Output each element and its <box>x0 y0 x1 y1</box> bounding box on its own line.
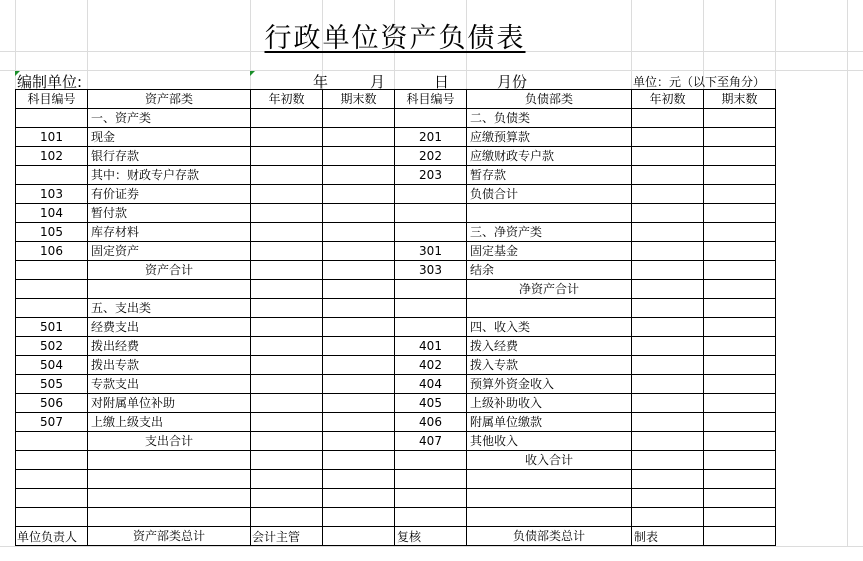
asset-name-cell[interactable]: 对附属单位补助 <box>88 394 251 413</box>
asset-code-cell[interactable] <box>16 489 88 508</box>
liability-opening-cell[interactable] <box>632 147 704 166</box>
liability-closing-cell[interactable] <box>704 318 776 337</box>
liability-code-cell[interactable] <box>395 223 467 242</box>
column-header[interactable]: 期末数 <box>704 90 776 109</box>
asset-name-cell[interactable]: 专款支出 <box>88 375 251 394</box>
table-header-row <box>16 90 776 109</box>
asset-name-cell[interactable]: 支出合计 <box>88 432 251 451</box>
liability-opening-cell[interactable] <box>632 299 704 318</box>
table-row <box>16 375 776 394</box>
asset-code-cell[interactable]: 101 <box>16 128 88 147</box>
column-header[interactable]: 年初数 <box>632 90 704 109</box>
asset-code-cell[interactable]: 505 <box>16 375 88 394</box>
table-row <box>16 413 776 432</box>
liability-code-cell[interactable] <box>395 204 467 223</box>
asset-closing-cell[interactable] <box>323 299 395 318</box>
liability-name-cell[interactable]: 附属单位缴款 <box>467 413 632 432</box>
footer-unit-head[interactable]: 单位负责人 <box>17 530 78 544</box>
liability-code-cell[interactable] <box>395 318 467 337</box>
liability-opening-cell[interactable] <box>632 185 704 204</box>
asset-name-cell[interactable]: 资产部类总计 <box>88 527 251 546</box>
liability-code-cell[interactable]: 203 <box>395 166 467 185</box>
asset-code-cell[interactable]: 506 <box>16 394 88 413</box>
liability-closing-cell[interactable] <box>704 451 776 470</box>
table-row <box>16 489 776 508</box>
liability-opening-cell[interactable] <box>632 432 704 451</box>
asset-opening-cell[interactable] <box>251 394 323 413</box>
day-label[interactable]: 日 <box>434 73 450 91</box>
liability-opening-cell[interactable] <box>632 109 704 128</box>
asset-opening-cell[interactable] <box>251 318 323 337</box>
liability-name-cell[interactable]: 四、收入类 <box>467 318 632 337</box>
column-header[interactable]: 期末数 <box>323 90 395 109</box>
asset-closing-cell[interactable] <box>323 375 395 394</box>
asset-name-cell[interactable]: 固定资产 <box>88 242 251 261</box>
liability-name-cell[interactable]: 二、负债类 <box>467 109 632 128</box>
asset-code-cell[interactable] <box>16 470 88 489</box>
liability-closing-cell[interactable] <box>704 128 776 147</box>
asset-name-cell[interactable] <box>88 508 251 527</box>
sheet-title-text: 行政单位资产负债表 <box>264 23 526 54</box>
liability-closing-cell[interactable] <box>704 109 776 128</box>
asset-opening-cell[interactable] <box>251 280 323 299</box>
table-row <box>16 508 776 527</box>
liability-code-cell[interactable] <box>395 280 467 299</box>
asset-opening-cell[interactable] <box>251 375 323 394</box>
asset-name-cell[interactable]: 五、支出类 <box>88 299 251 318</box>
liability-closing-cell[interactable] <box>704 508 776 527</box>
asset-closing-cell[interactable] <box>323 223 395 242</box>
currency-note[interactable]: 单位：元（以下至角分） <box>633 75 766 89</box>
liability-code-cell[interactable]: 407 <box>395 432 467 451</box>
asset-closing-cell[interactable] <box>323 242 395 261</box>
footer-reviewer[interactable]: 复核 <box>397 530 422 544</box>
liability-name-cell[interactable]: 预算外资金收入 <box>467 375 632 394</box>
liability-closing-cell[interactable] <box>704 337 776 356</box>
asset-closing-cell[interactable] <box>323 261 395 280</box>
asset-closing-cell[interactable] <box>323 280 395 299</box>
liability-code-cell[interactable] <box>395 508 467 527</box>
liability-code-cell[interactable]: 401 <box>395 337 467 356</box>
table-row <box>16 394 776 413</box>
liability-opening-cell[interactable] <box>632 470 704 489</box>
asset-code-cell[interactable] <box>16 508 88 527</box>
table-row <box>16 147 776 166</box>
asset-opening-cell[interactable] <box>251 413 323 432</box>
column-header[interactable]: 科目编号 <box>16 90 88 109</box>
asset-opening-cell[interactable] <box>251 489 323 508</box>
liability-name-cell[interactable]: 净资产合计 <box>467 280 632 299</box>
asset-code-cell[interactable] <box>16 451 88 470</box>
liability-closing-cell[interactable] <box>704 242 776 261</box>
liability-opening-cell[interactable] <box>632 261 704 280</box>
asset-closing-cell[interactable] <box>323 413 395 432</box>
asset-opening-cell[interactable] <box>251 223 323 242</box>
asset-name-cell[interactable]: 拨出经费 <box>88 337 251 356</box>
month-label[interactable]: 月 <box>370 73 386 91</box>
asset-closing-cell[interactable] <box>323 489 395 508</box>
asset-closing-cell[interactable] <box>323 109 395 128</box>
balance-sheet-table <box>15 89 776 546</box>
table-row <box>16 527 776 546</box>
liability-closing-cell[interactable] <box>704 166 776 185</box>
asset-closing-cell[interactable] <box>323 508 395 527</box>
footer-preparer[interactable]: 制表 <box>634 530 659 544</box>
asset-opening-cell[interactable] <box>251 470 323 489</box>
liability-closing-cell[interactable] <box>704 489 776 508</box>
asset-code-cell[interactable]: 104 <box>16 204 88 223</box>
asset-name-cell[interactable]: 银行存款 <box>88 147 251 166</box>
table-row <box>16 242 776 261</box>
table-row <box>16 451 776 470</box>
table-row <box>16 204 776 223</box>
liability-closing-cell[interactable] <box>704 470 776 489</box>
asset-closing-cell[interactable] <box>323 527 395 546</box>
table-row <box>16 166 776 185</box>
year-label[interactable]: 年 <box>313 73 329 91</box>
asset-code-cell[interactable] <box>16 166 88 185</box>
liability-name-cell[interactable]: 拨入经费 <box>467 337 632 356</box>
liability-code-cell[interactable]: 402 <box>395 356 467 375</box>
month-period-label[interactable]: 月份 <box>497 73 528 91</box>
liability-name-cell[interactable]: 三、净资产类 <box>467 223 632 242</box>
asset-code-cell[interactable]: 105 <box>16 223 88 242</box>
asset-code-cell[interactable] <box>16 109 88 128</box>
liability-name-cell[interactable]: 上级补助收入 <box>467 394 632 413</box>
liability-name-cell[interactable]: 固定基金 <box>467 242 632 261</box>
liability-name-cell[interactable]: 拨入专款 <box>467 356 632 375</box>
asset-code-cell[interactable]: 504 <box>16 356 88 375</box>
table-row <box>16 337 776 356</box>
asset-closing-cell[interactable] <box>323 451 395 470</box>
asset-name-cell[interactable]: 现金 <box>88 128 251 147</box>
asset-name-cell[interactable]: 有价证券 <box>88 185 251 204</box>
table-row <box>16 356 776 375</box>
asset-closing-cell[interactable] <box>323 394 395 413</box>
asset-code-cell[interactable]: 106 <box>16 242 88 261</box>
asset-opening-cell[interactable] <box>251 432 323 451</box>
liability-closing-cell[interactable] <box>704 204 776 223</box>
asset-closing-cell[interactable] <box>323 204 395 223</box>
liability-closing-cell[interactable] <box>704 185 776 204</box>
asset-closing-cell[interactable] <box>323 470 395 489</box>
table-row <box>16 318 776 337</box>
cell-comment-marker <box>250 71 255 76</box>
asset-code-cell[interactable]: 502 <box>16 337 88 356</box>
table-row <box>16 185 776 204</box>
asset-opening-cell[interactable] <box>251 337 323 356</box>
liability-opening-cell[interactable] <box>632 318 704 337</box>
asset-opening-cell[interactable] <box>251 109 323 128</box>
unit-label[interactable]: 编制单位: <box>17 73 83 91</box>
sheet-title[interactable] <box>0 16 790 55</box>
asset-code-cell[interactable] <box>16 432 88 451</box>
asset-closing-cell[interactable] <box>323 356 395 375</box>
asset-code-cell[interactable]: 501 <box>16 318 88 337</box>
liability-name-cell[interactable] <box>467 470 632 489</box>
asset-closing-cell[interactable] <box>323 147 395 166</box>
liability-opening-cell[interactable] <box>632 375 704 394</box>
asset-opening-cell[interactable] <box>251 299 323 318</box>
asset-code-cell[interactable] <box>16 261 88 280</box>
liability-opening-cell[interactable] <box>632 280 704 299</box>
liability-opening-cell[interactable] <box>632 242 704 261</box>
asset-name-cell[interactable]: 上缴上级支出 <box>88 413 251 432</box>
asset-opening-cell[interactable] <box>251 204 323 223</box>
asset-closing-cell[interactable] <box>323 185 395 204</box>
liability-code-cell[interactable]: 301 <box>395 242 467 261</box>
asset-name-cell[interactable]: 拨出专款 <box>88 356 251 375</box>
liability-closing-cell[interactable] <box>704 413 776 432</box>
liability-opening-cell[interactable] <box>632 223 704 242</box>
table-row <box>16 109 776 128</box>
liability-closing-cell[interactable] <box>704 394 776 413</box>
asset-name-cell[interactable]: 经费支出 <box>88 318 251 337</box>
liability-closing-cell[interactable] <box>704 375 776 394</box>
liability-name-cell[interactable] <box>467 204 632 223</box>
asset-code-cell[interactable]: 102 <box>16 147 88 166</box>
liability-code-cell[interactable] <box>395 185 467 204</box>
liability-opening-cell[interactable] <box>632 451 704 470</box>
asset-code-cell[interactable]: 507 <box>16 413 88 432</box>
asset-name-cell[interactable] <box>88 489 251 508</box>
liability-closing-cell[interactable] <box>704 432 776 451</box>
liability-name-cell[interactable] <box>467 489 632 508</box>
grid-line <box>0 70 863 71</box>
liability-opening-cell[interactable] <box>632 166 704 185</box>
asset-name-cell[interactable] <box>88 451 251 470</box>
liability-opening-cell[interactable] <box>632 204 704 223</box>
asset-opening-cell[interactable] <box>251 128 323 147</box>
asset-code-cell[interactable]: 103 <box>16 185 88 204</box>
table-row <box>16 470 776 489</box>
footer-accounting-head[interactable]: 会计主管 <box>252 530 301 544</box>
liability-closing-cell[interactable] <box>704 527 776 546</box>
asset-code-cell[interactable] <box>16 299 88 318</box>
liability-opening-cell[interactable] <box>632 394 704 413</box>
column-header[interactable]: 资产部类 <box>88 90 251 109</box>
table-row <box>16 432 776 451</box>
liability-closing-cell[interactable] <box>704 147 776 166</box>
asset-opening-cell[interactable] <box>251 185 323 204</box>
liability-closing-cell[interactable] <box>704 223 776 242</box>
asset-opening-cell[interactable] <box>251 508 323 527</box>
asset-code-cell[interactable] <box>16 280 88 299</box>
liability-name-cell[interactable]: 收入合计 <box>467 451 632 470</box>
asset-closing-cell[interactable] <box>323 318 395 337</box>
liability-name-cell[interactable]: 应缴财政专户款 <box>467 147 632 166</box>
column-header[interactable]: 负债部类 <box>467 90 632 109</box>
liability-closing-cell[interactable] <box>704 299 776 318</box>
liability-name-cell[interactable] <box>467 508 632 527</box>
liability-name-cell[interactable]: 应缴预算款 <box>467 128 632 147</box>
liability-code-cell[interactable] <box>395 489 467 508</box>
liability-name-cell[interactable]: 负债部类总计 <box>467 527 632 546</box>
asset-closing-cell[interactable] <box>323 337 395 356</box>
asset-name-cell[interactable]: 库存材料 <box>88 223 251 242</box>
liability-closing-cell[interactable] <box>704 261 776 280</box>
liability-name-cell[interactable]: 结余 <box>467 261 632 280</box>
table-row <box>16 223 776 242</box>
liability-opening-cell[interactable] <box>632 337 704 356</box>
liability-code-cell[interactable]: 405 <box>395 394 467 413</box>
column-header[interactable]: 年初数 <box>251 90 323 109</box>
table-row <box>16 299 776 318</box>
asset-closing-cell[interactable] <box>323 128 395 147</box>
liability-opening-cell[interactable] <box>632 128 704 147</box>
liability-closing-cell[interactable] <box>704 280 776 299</box>
liability-code-cell[interactable]: 202 <box>395 147 467 166</box>
asset-closing-cell[interactable] <box>323 166 395 185</box>
liability-closing-cell[interactable] <box>704 356 776 375</box>
grid-line <box>0 546 863 547</box>
asset-opening-cell[interactable] <box>251 242 323 261</box>
liability-opening-cell[interactable] <box>632 508 704 527</box>
asset-name-cell[interactable] <box>88 280 251 299</box>
asset-name-cell[interactable]: 暂付款 <box>88 204 251 223</box>
asset-name-cell[interactable]: 其中：财政专户存款 <box>88 166 251 185</box>
grid-line <box>847 0 848 546</box>
liability-code-cell[interactable]: 303 <box>395 261 467 280</box>
table-row <box>16 261 776 280</box>
liability-code-cell[interactable]: 406 <box>395 413 467 432</box>
asset-name-cell[interactable]: 资产合计 <box>88 261 251 280</box>
liability-code-cell[interactable]: 404 <box>395 375 467 394</box>
asset-opening-cell[interactable] <box>251 356 323 375</box>
liability-name-cell[interactable]: 暂存款 <box>467 166 632 185</box>
asset-opening-cell[interactable] <box>251 147 323 166</box>
liability-opening-cell[interactable] <box>632 413 704 432</box>
liability-code-cell[interactable]: 201 <box>395 128 467 147</box>
liability-opening-cell[interactable] <box>632 489 704 508</box>
asset-closing-cell[interactable] <box>323 432 395 451</box>
liability-opening-cell[interactable] <box>632 356 704 375</box>
liability-code-cell[interactable] <box>395 109 467 128</box>
table-row <box>16 280 776 299</box>
asset-opening-cell[interactable] <box>251 166 323 185</box>
column-header[interactable]: 科目编号 <box>395 90 467 109</box>
liability-name-cell[interactable]: 其他收入 <box>467 432 632 451</box>
liability-code-cell[interactable] <box>395 470 467 489</box>
liability-name-cell[interactable]: 负债合计 <box>467 185 632 204</box>
asset-name-cell[interactable]: 一、资产类 <box>88 109 251 128</box>
asset-opening-cell[interactable] <box>251 261 323 280</box>
liability-code-cell[interactable] <box>395 299 467 318</box>
liability-code-cell[interactable] <box>395 451 467 470</box>
liability-name-cell[interactable] <box>467 299 632 318</box>
asset-opening-cell[interactable] <box>251 451 323 470</box>
asset-name-cell[interactable] <box>88 470 251 489</box>
table-row <box>16 128 776 147</box>
